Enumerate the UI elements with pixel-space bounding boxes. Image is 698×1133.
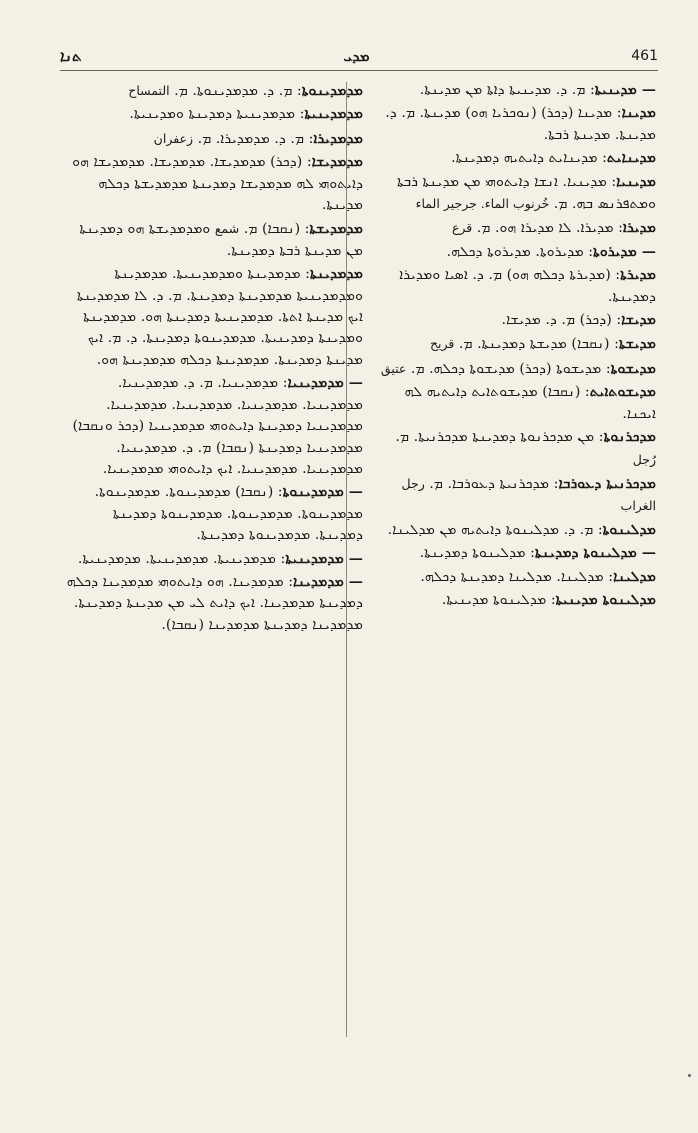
- entry-definition: : (ܕܟܪ) ܡܕܡܕܝܫܐ. ܡܕܡܕܝܫܐ. ܡܕܡܕܝܫܐ ܗܘ ܕܐܝܬܘܗܝ ܠܗ ܡܕܡܕܝܫܐ ܕܡܕܝܢܬܐ ܡܕܡܕܝܫܬܐ ܕܟܠܗ ܡܕܝܢܬܐ.: [72, 154, 363, 214]
- entry-headword: ܡܕܡܕܝܫܐ: [311, 154, 363, 171]
- entry-definition: : ܡܕܡܕܝܢܝܬܐ ܕܡܕܝܢܬܐ ܘܡܕܝܢܝܬܐ.: [129, 106, 305, 123]
- column-divider: [346, 82, 347, 1037]
- entry-definition: : (ܢܩܒܐ) ܡܕܡܕܝܢܘܬܐ. ܡܕܡܕܝܢܘܬܐ. ܡܕܡܕܝܢܘܬܐ. ܡܕܡܕܝܢܘܬܐ. ܡܕܡܕܝܢܘܬܐ ܕܡܕܝܢܬܐ ܕܡܕܝܢܬܐ. ܡܕܡܕܝܢܘܬܐ ܕܡܕܝܢܬܐ.: [94, 484, 363, 544]
- dictionary-entry: [375, 382, 656, 425]
- running-head-word: ܡܕܝ: [343, 47, 370, 65]
- entry-definition: : ܡܕܠܝܢܘܬܐ ܡܕܝܢܝܬܐ.: [441, 591, 556, 608]
- arabic-gloss: شمع: [214, 221, 240, 237]
- entry-definition: : ܡܕܡܕܝܢܝܬܐ. ܡܕܡܕܝܢܝܬܐ. ܡܕܡܕܝܢܝܬܐ.: [77, 550, 286, 567]
- dictionary-entry: [375, 567, 656, 588]
- dictionary-entry: [62, 152, 363, 216]
- dictionary-entry: [62, 104, 363, 125]
- dictionary-entry: [375, 473, 656, 518]
- entry-definition: : (ܢܩܒܐ) ܡܕܝܫܬܐ ܕܡܕܝܢܬܐ. ܡ.: [458, 336, 619, 353]
- entry-definition: : ܡܢ ܡܕܟܪܢܘܬܐ ܕܡܕܝܢܬܐ ܡܕܟܪܢܝܬܐ. ܡ.: [395, 429, 604, 446]
- entry-definition: : ܡ. ܕ. ܡܕܝܢܝܬܐ ܕܐܬܐ ܡܢ ܡܕܝܢܬܐ.: [419, 82, 595, 98]
- entry-definition: : ܡ. ܕ. ܡܕܠܝܢܘܬܐ ܕܐܝܬܝܗ ܡܢ ܡܕܠܝܢܐ.: [387, 521, 603, 538]
- dictionary-entry: [375, 265, 656, 308]
- entry-definition: : ܡܕܠܝܢܐ. ܡܕܠܝܢܐ ܕܡܕܝܢܬܐ ܕܟܠܗ.: [420, 568, 614, 585]
- entry-definition: : (ܢܩܒܐ) ܡܕܝܫܘܬܐܝܬ ܕܐܝܬܝܗ ܠܗ ܐܝܟܢܐ.: [404, 384, 656, 422]
- entry-definition: : ܡܕܝܢܝܐ. ܐܢܫܐ ܕܐܝܬܘܗܝ ܡܢ ܡܕܝܢܬܐ ܪܒܬܐ ܘܡܬܦܪܢܣ ܒܗ. ܡ.: [396, 173, 656, 213]
- entry-definition: : ܡܕܝܪܘܬܐ. ܡܕܝܪܘܬܐ ܕܟܠܗ.: [446, 243, 594, 260]
- entry-headword: — ܡܕܡܕܝܢܝܬܐ: [285, 550, 363, 567]
- dictionary-entry: [62, 572, 363, 636]
- arabic-gloss: التمساح: [128, 83, 170, 98]
- entry-headword: ܡܕܡܕܝܢܝܬܐ: [304, 106, 363, 123]
- entry-headword: ܡܕܠܝܢܘܬܐ: [602, 521, 656, 538]
- dictionary-entry: [375, 172, 656, 216]
- entry-headword: ܡܕܟܪܢܘܬܐ: [603, 429, 656, 446]
- entry-headword: — ܡܕܡܕܝܢܐ: [292, 573, 363, 590]
- entry-headword: ܡܕܠܝܢܘܬܐ ܡܕܝܢܝܬܐ: [555, 591, 656, 608]
- entry-headword: ܡܕܝܫܘܬܐ: [610, 360, 656, 377]
- dictionary-entry: [375, 333, 656, 355]
- entry-headword: ܡܕܝܫܐ: [621, 312, 656, 329]
- arabic-gloss: قريح: [429, 336, 455, 352]
- dictionary-entry: [62, 482, 363, 546]
- entry-headword: — ܡܕܝܢܝܬܐ: [594, 82, 656, 98]
- entry-definition: : ܡܕܡܕܝܢܬܐ ܘܡܕܡܕܝܢܝܬܐ. ܡܕܡܕܝܢܬܐ ܘܡܕܡܕܝܢܝܬܐ ܡܕܡܕܝܢܬܐ ܕܡܕܝܢܬܐ. ܡ. ܕ. ܠܐ ܡܕܡܕܝܢܬܐ ܐܝܟ ܡܕܝܢܬܐ ܐܬܬܐ. ܡܕܡܕܝܢܝܬܐ ܕܡܕܝܢܬܐ ܗܘ. ܡܕܡܕܝܢܬܐ ܘܡܕܝܢܬܐ ܕܡܕܝܢܝܬܐ. ܡܕܡܕܝܢܘܬܐ ܕܡܕܝܢܬܐ. ܕ. ܡ. ܐܝܟ ܡܕܝܢܬܐ ܕܡܕܝܢܬܐ. ܡܕܡܕܝܢܬܐ ܕܟܠܗ ܡܕܡܕܝܢܬܐ ܗܘ.: [76, 266, 363, 368]
- entry-definition: : ܡܕܝܪܐ. ܠܐ ܡܕܝܪܐ ܗܘ. ܡ.: [476, 220, 623, 237]
- entry-headword: — ܡܕܝܪܘܬܐ: [593, 243, 656, 260]
- entry-headword: ܡܕܡܕܝܢܘܬܐ: [301, 83, 363, 99]
- entry-definition: : ܡܕܡܕܝܢܐ. ܗܘ ܕܐܝܬܘܗܝ ܡܕܡܕܝܢܐ ܕܟܠܗ ܕܡܕܝܢܬܐ ܡܕܡܕܝܢܐ. ܐܝܟ ܕܐܝܬ ܠܝ ܡܢ ܡܕܝܢܬܐ ܕܡܕܝܢܬܐ. ܡܕܡܕܝܢܐ ܕܡܕܝܢܬܐ ܡܕܡܕܝܢܐ (ܢܩܒܐ).: [66, 573, 363, 633]
- entry-headword: — ܡܕܡܕܝܢܝܐ: [287, 375, 363, 392]
- left-column: [62, 80, 363, 1053]
- entry-headword: ܡܕܝܪܬܐ: [620, 267, 656, 284]
- entry-definition: : (ܢܩܒܐ) ܡ.: [243, 221, 310, 238]
- dictionary-entry: [375, 520, 656, 541]
- arabic-gloss: رجل الغراب: [401, 475, 656, 514]
- entry-headword: — ܡܕܡܕܝܢܘܬܐ: [282, 484, 363, 501]
- right-column: [375, 80, 656, 1053]
- dictionary-entry: [375, 543, 656, 564]
- dictionary-entry: [375, 80, 656, 101]
- entry-definition: : ܡܕܟܪܢܝܬܐ ܕܥܘܪܒܐ. ܡ.: [429, 475, 559, 492]
- entry-definition: : (ܕܟܪ) ܡ. ܕ. ܡܕܝܫܐ.: [501, 312, 622, 329]
- dictionary-entry: [62, 264, 363, 371]
- header-rule: [60, 70, 658, 71]
- entry-headword: ܡܕܡܕܝܪܐ: [313, 130, 363, 147]
- entry-headword: ܡܕܠܝܢܐ: [613, 568, 656, 585]
- entry-headword: ܡܕܡܕܝܫܬܐ: [309, 221, 363, 238]
- page-number: 461: [631, 48, 658, 64]
- entry-headword: ܡܕܝܢܐܝܬ: [606, 150, 656, 167]
- arabic-gloss: عتيق: [380, 360, 407, 376]
- entry-headword: ܡܕܝܫܬܐ: [618, 336, 656, 353]
- entry-definition: : ܡܕܝܢܐ (ܕܟܪ) (ܢܘܟܪܝܐ ܗܘ) ܡܕܝܢܬܐ. ܡ. ܕ. ܡܕܝܢܬܐ. ܡܕܝܢܬܐ ܪܒܬܐ.: [385, 105, 656, 143]
- dictionary-entry: [375, 103, 656, 146]
- page-mark: [688, 1074, 691, 1077]
- arabic-gloss: رُجل: [632, 451, 656, 467]
- arabic-gloss: قرع: [451, 220, 473, 236]
- dictionary-entry: [375, 217, 656, 239]
- dictionary-entry: [375, 590, 656, 611]
- dictionary-entry: [62, 80, 363, 102]
- dictionary-entry: [62, 218, 363, 262]
- entry-definition: : ܡܕܝܢܐܝܬ ܕܐܝܬܝܗ ܕܡܕܝܢܬܐ.: [451, 150, 607, 167]
- syriac-page-number: ܬܢܐ: [60, 47, 82, 65]
- entry-headword: ܡܕܟܪܢܝܬܐ ܕܥܘܪܒܐ: [558, 475, 656, 492]
- dictionary-entry: [375, 310, 656, 331]
- dictionary-entry: [375, 242, 656, 263]
- entry-definition: : ܡܕܝܫܘܬܐ (ܕܟܪ) ܡܕܝܫܘܬܐ ܕܟܠܗ. ܡ.: [410, 360, 611, 377]
- entry-headword: ܡܕܝܪܐ: [622, 220, 656, 237]
- entry-definition-continued: ܘܡܕܡܕܝܫܬܐ ܗܘ ܕܡܕܝܢܬܐ ܡܢ ܡܕܝܢܬܐ ܪܒܬܐ ܕܡܕܝܢܬܐ.: [79, 221, 363, 259]
- entry-headword: — ܡܕܠܝܢܘܬܐ ܕܡܕܝܢܬܐ: [534, 545, 656, 562]
- entry-definition: : ܡ. ܕ. ܡܕܡܕܝܢܘܬܐ. ܡ.: [174, 83, 302, 99]
- dictionary-entry: [375, 148, 656, 169]
- entry-headword: ܡܕܝܢܐ: [621, 105, 656, 122]
- dictionary-entry: [375, 358, 656, 380]
- dictionary-entry: [62, 373, 363, 480]
- dictionary-entry: [375, 427, 656, 471]
- page-header: [60, 44, 658, 68]
- entry-definition: : (ܡܕܝܪܬܐ ܕܟܠܗ ܗܘ) ܡ. ܕ. ܐܣܝܐ ܘܡܕܝܪܐ ܕܡܕܝܢܬܐ.: [399, 267, 656, 305]
- dictionary-entry: [62, 128, 363, 150]
- entry-headword: ܡܕܡܕܝܢܬܐ: [309, 266, 363, 283]
- entry-definition: : ܡܕܡܕܝܢܝܐ. ܡ. ܕ. ܡܕܡܕܝܢܝܐ. ܡܕܡܕܝܢܝܐ. ܡܕܡܕܝܢܝܐ. ܡܕܡܕܝܢܝܐ. ܡܕܡܕܝܢܝܐ. ܡܕܡܕܝܢܝܐ ܕܡܕܝܢܬܐ ܕܐܝܬܘܗܝ ܡܕܡܕܝܢܝܐ (ܕܟܪ ܘܢܩܒܐ) ܡܕܡܕܝܢܝܐ ܕܡܕܝܢܬܐ (ܢܩܒܐ) ܡ. ܕ. ܡܕܡܕܝܢܝܐ. ܡܕܡܕܝܢܝܐ. ܡܕܡܕܝܢܝܐ. ܐܝܟ ܕܐܝܬܘܗܝ ܡܕܡܕܝܢܝܐ.: [72, 375, 363, 477]
- arabic-gloss: زعفران: [153, 130, 194, 146]
- entry-definition: : ܡ. ܕ. ܡܕܡܕܝܪܐ. ܡ.: [197, 130, 314, 147]
- entry-headword: ܡܕܝܢܝܐ: [616, 173, 656, 190]
- arabic-gloss: خُرنوب الماء. جرجير الماء: [415, 196, 550, 212]
- entry-headword: ܡܕܝܫܘܬܐܝܬ: [589, 384, 656, 401]
- entry-definition: : ܡܕܠܝܢܘܬܐ ܕܡܕܝܢܬܐ.: [419, 545, 535, 562]
- dictionary-entry: [62, 549, 363, 570]
